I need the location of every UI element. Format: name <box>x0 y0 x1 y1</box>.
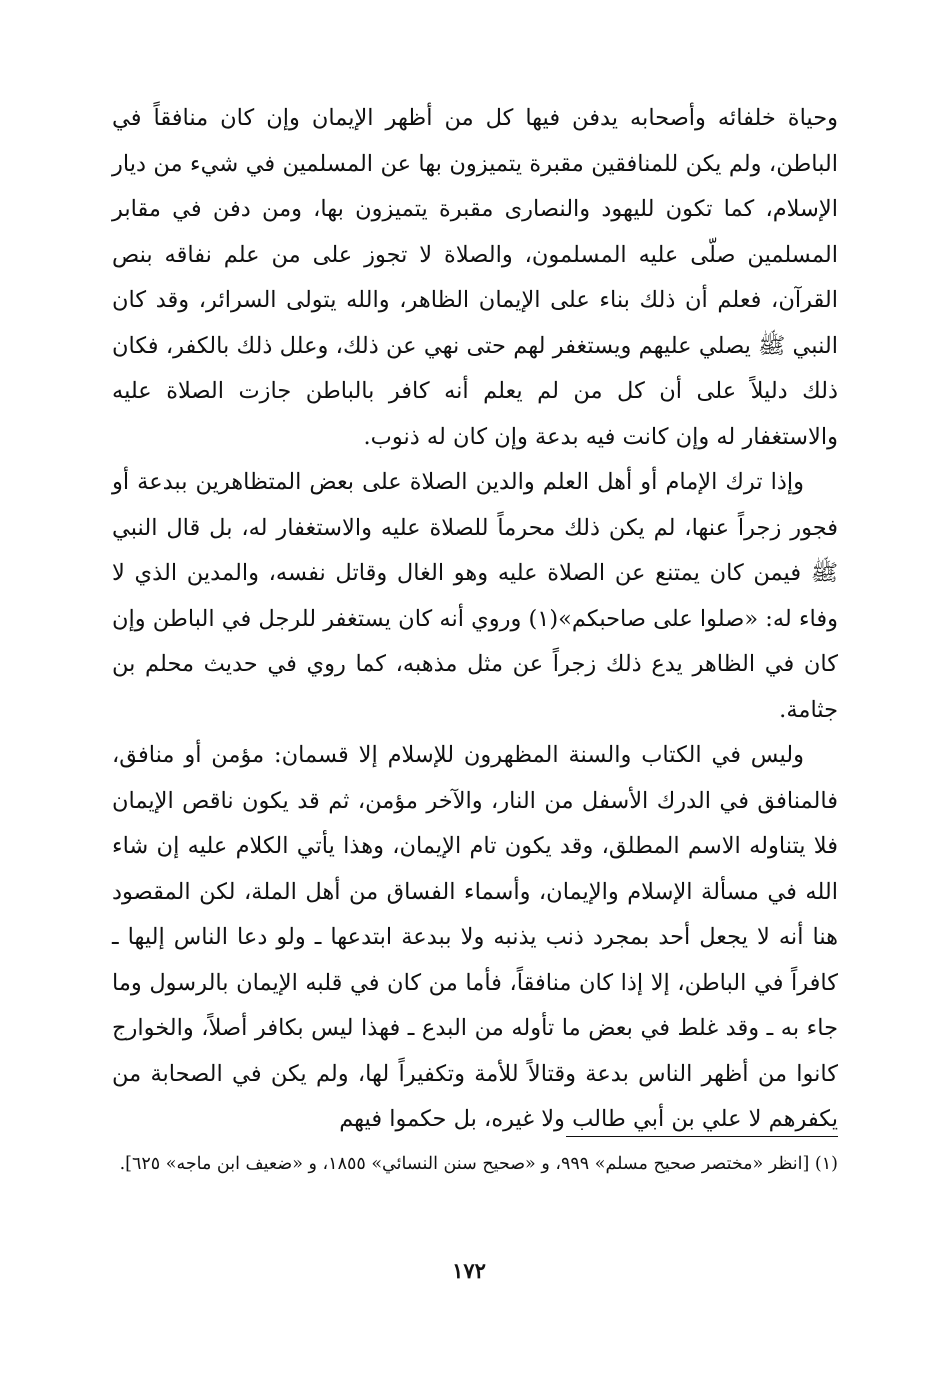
main-text <box>112 96 838 1143</box>
footnote-1: (١) [انظر «مختصر صحيح مسلم» ٩٩٩، و «صحيح سنن النسائي» ١٨٥٥، و «ضعيف ابن ماجه» ٦٢٥]. <box>119 1154 838 1174</box>
paragraph-two-categories: وليس في الكتاب والسنة المظهرون للإسلام إلا قسمان: مؤمن أو منافق، فالمنافق في الدرك الأسفل من النار، والآخر مؤمن، ثم قد يكون ناقص الإيمان فلا يتناوله الاسم المطلق، وقد يكون تام الإيمان، وهذا يأتي الكلام عليه إن شاء الله في مسألة الإسلام والإيمان، وأسماء الفساق من أهل الملة، لكن المقصود هنا أنه لا يجعل أحد بمجرد ذنب يذنبه ولا ببدعة ابتدعها ـ ولو دعا الناس إليها ـ كافراً في الباطن، إلا إذا كان منافقاً، فأما من كان في قلبه الإيمان بالرسول وما جاء به ـ وقد غلط في بعض ما تأوله من البدع ـ فهذا ليس بكافر أصلاً، والخوارج كانوا من أظهر الناس بدعة وقتالاً للأمة وتكفيراً لها، ولم يكن في الصحابة من يكفرهم لا علي بن أبي طالب ولا غيره، بل حكموا فيهم <box>112 742 838 1132</box>
page-number: ١٧٢ <box>452 1258 486 1283</box>
footnote-separator <box>566 1136 838 1137</box>
paragraph-imam-prayer: وإذا ترك الإمام أو أهل العلم والدين الصلاة على بعض المتظاهرين ببدعة أو فجور زجراً عنها، لم يكن ذلك محرماً للصلاة عليه والاستغفار له، بل قال النبي ﷺ فيمن كان يمتنع عن الصلاة عليه وهو الغال وقاتل نفسه، والمدين الذي لا وفاء له: «صلوا على صاحبكم»(١) وروي أنه كان يستغفر للرجل في الباطن وإن كان في الظاهر يدع ذلك زجراً عن مثل مذهبه، كما روي في حديث محلم بن جثامة. <box>112 469 839 723</box>
paragraph-continuation: وحياة خلفائه وأصحابه يدفن فيها كل من أظهر الإيمان وإن كان منافقاً في الباطن، ولم يكن للمنافقين مقبرة يتميزون بها عن المسلمين في شيء من ديار الإسلام، كما تكون لليهود والنصارى مقبرة يتميزون بها، ومن دفن في مقابر المسلمين صلّى عليه المسلمون، والصلاة لا تجوز على من علم نفاقه بنص القرآن، فعلم أن ذلك بناء على الإيمان الظاهر، والله يتولى السرائر، وقد كان النبي ﷺ يصلي عليهم ويستغفر لهم حتى نهي عن ذلك، وعلل ذلك بالكفر، فكان ذلك دليلاً على أن كل من لم يعلم أنه كافر بالباطن جازت الصلاة عليه والاستغفار له وإن كانت فيه بدعة وإن كان له ذنوب. <box>112 105 838 450</box>
